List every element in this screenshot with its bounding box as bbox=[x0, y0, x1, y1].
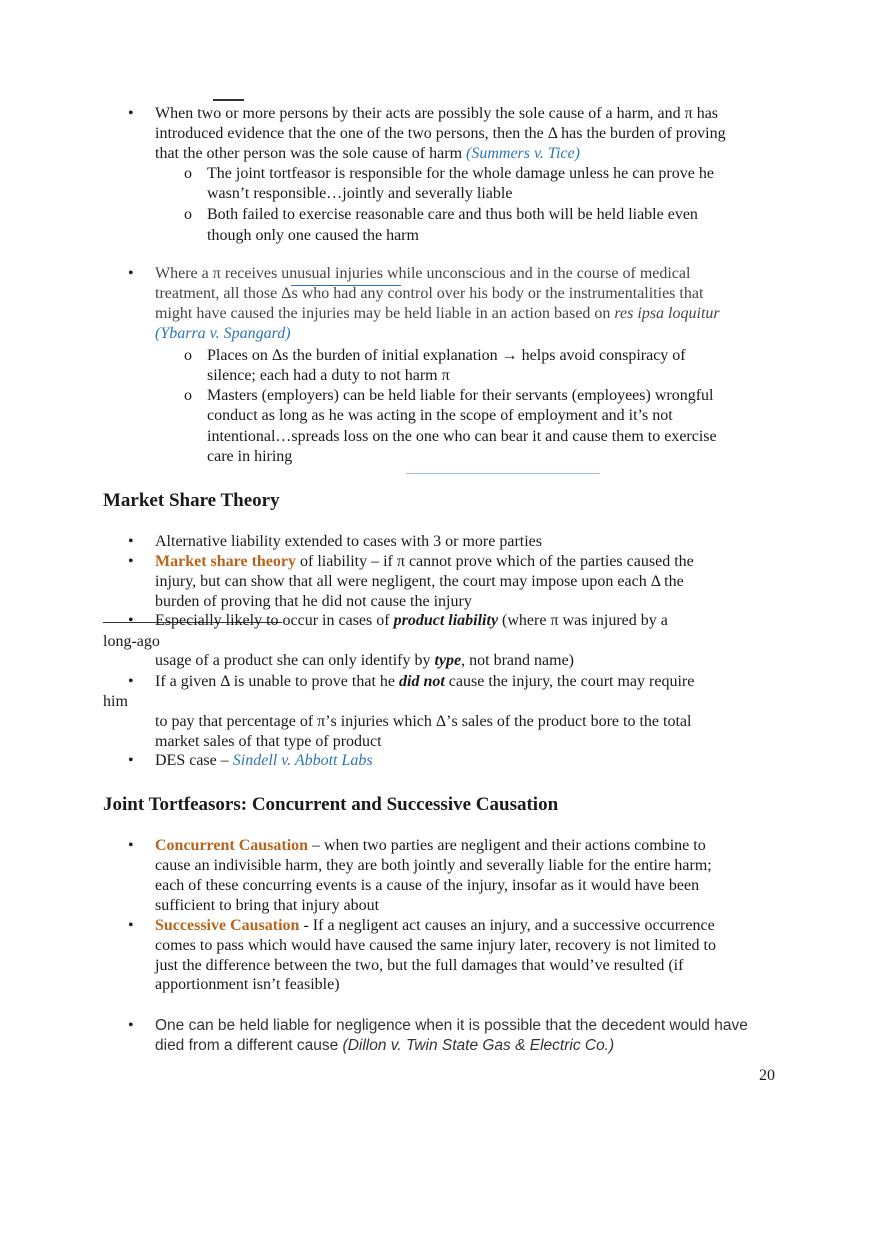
successive-line-2: comes to pass which would have caused the same injury later, recovery is not limited to bbox=[155, 937, 716, 954]
light-blue-rule bbox=[406, 473, 600, 474]
product-liability-term: product liability bbox=[393, 612, 499, 629]
concurrent-line-1 bbox=[155, 836, 706, 856]
market-share-heading: Market Share Theory bbox=[103, 490, 280, 511]
bullet-dot: • bbox=[128, 105, 134, 122]
sub-bullet-o: o bbox=[184, 206, 192, 223]
ybarra-line-3-text: might have caused the injuries may be held liable in an action based on bbox=[155, 305, 615, 322]
joint-tortfeasors-heading: Joint Tortfeasors: Concurrent and Successive Causation bbox=[103, 794, 559, 815]
sub-bullet-o: o bbox=[184, 347, 192, 364]
summers-sub1-line-2: wasn’t responsible…jointly and severally liable bbox=[207, 185, 513, 202]
ybarra-sub2-line-2: conduct as long as he was acting in the scope of employment and it’s not bbox=[207, 407, 673, 424]
market-bullet-2-line-1 bbox=[155, 552, 694, 572]
ybarra-sub1-line-1: Places on Δs the burden of initial explanation → helps avoid conspiracy of bbox=[207, 347, 686, 364]
market-bullet-4-line-3: market sales of that type of product bbox=[155, 733, 382, 750]
ybarra-line-1: Where a π receives unusual injuries while unconscious and in the course of medical bbox=[155, 265, 691, 282]
summers-line-3-text: that the other person was the sole cause of harm bbox=[155, 145, 467, 162]
did-not-term: did not bbox=[399, 673, 445, 690]
bullet-dot: • bbox=[128, 752, 134, 769]
market-bullet-4-text: If a given Δ is unable to prove that he bbox=[155, 673, 399, 690]
successive-line-1 bbox=[155, 916, 715, 936]
ybarra-sub2-line-4: care in hiring bbox=[207, 448, 293, 465]
market-bullet-4-line-2: to pay that percentage of π’s injuries which Δ’s sales of the product bore to the total bbox=[155, 713, 692, 730]
market-bullet-5 bbox=[155, 751, 373, 771]
market-bullet-4-line-1 bbox=[155, 672, 694, 692]
dillon-citation: (Dillon v. Twin State Gas & Electric Co.) bbox=[342, 1037, 615, 1054]
concurrent-line-3: each of these concurring events is a cause of the injury, insofar as it would have been bbox=[155, 877, 700, 894]
bullet-dot: • bbox=[128, 917, 134, 934]
market-bullet-3-wrap: long-ago bbox=[103, 633, 160, 650]
summers-line-2: introduced evidence that the one of the two persons, then the Δ has the burden of proving bbox=[155, 125, 726, 142]
concurrent-causation-term: Concurrent Causation bbox=[155, 837, 309, 854]
market-bullet-2-text: of liability – if π cannot prove which of the parties caused the bbox=[296, 553, 694, 570]
bullet-dot: • bbox=[128, 553, 134, 570]
market-bullet-3-line-2-text: usage of a product she can only identify by bbox=[155, 652, 435, 669]
successive-causation-term: Successive Causation bbox=[155, 917, 300, 934]
ybarra-line-2: treatment, all those Δs who had any control over his body or the instrumentalities that bbox=[155, 285, 704, 302]
bullet-dot: • bbox=[128, 533, 134, 550]
successive-line-3: just the difference between the two, but the full damages that would’ve resulted (if bbox=[155, 957, 684, 974]
concurrent-line-2: cause an indivisible harm, they are both jointly and severally liable for the entire harm; bbox=[155, 857, 712, 874]
market-bullet-3-line-2-post: , not brand name) bbox=[461, 652, 574, 669]
des-case-text: DES case – bbox=[155, 752, 233, 769]
ybarra-sub2-line-3: intentional…spreads loss on the one who can bear it and cause them to exercise bbox=[207, 428, 717, 445]
top-rule bbox=[213, 99, 244, 101]
summers-sub2-line-2: though only one caused the harm bbox=[207, 227, 419, 244]
summers-line-1: When two or more persons by their acts are possibly the sole cause of a harm, and π has bbox=[155, 105, 719, 122]
bullet-dot: • bbox=[128, 265, 134, 282]
dillon-line-2 bbox=[155, 1036, 614, 1056]
market-bullet-4-wrap: him bbox=[103, 693, 128, 710]
page-number: 20 bbox=[759, 1067, 775, 1084]
market-bullet-2-line-2: injury, but can show that all were negligent, the court may impose upon each Δ the bbox=[155, 573, 684, 590]
market-bullet-3-line-1 bbox=[155, 611, 668, 631]
concurrent-line-1-text: – when two parties are negligent and their actions combine to bbox=[308, 837, 706, 854]
market-share-term: Market share theory bbox=[155, 553, 296, 570]
successive-line-4: apportionment isn’t feasible) bbox=[155, 976, 340, 993]
dillon-line-2-text: died from a different cause bbox=[155, 1037, 343, 1054]
bullet-dot: • bbox=[128, 612, 134, 629]
bullet-dot: • bbox=[128, 673, 134, 690]
market-bullet-2-line-3: burden of proving that he did not cause the injury bbox=[155, 593, 472, 610]
ybarra-line-3 bbox=[155, 304, 720, 324]
successive-line-1-text: - If a negligent act causes an injury, and a successive occurrence bbox=[299, 917, 715, 934]
dillon-line-1: One can be held liable for negligence when it is possible that the decedent would have bbox=[155, 1017, 748, 1034]
summers-citation: (Summers v. Tice) bbox=[466, 145, 580, 162]
sub-bullet-o: o bbox=[184, 387, 192, 404]
summers-sub2-line-1: Both failed to exercise reasonable care and thus both will be held liable even bbox=[207, 206, 698, 223]
ybarra-sub2-line-1: Masters (employers) can be held liable for their servants (employees) wrongful bbox=[207, 387, 714, 404]
type-term: type bbox=[434, 652, 462, 669]
market-bullet-4-post: cause the injury, the court may require bbox=[444, 673, 695, 690]
market-bullet-3-line-2 bbox=[155, 651, 574, 671]
market-bullet-3-text: Especially likely to occur in cases of bbox=[155, 612, 394, 629]
ybarra-citation: (Ybarra v. Spangard) bbox=[155, 325, 291, 342]
concurrent-line-4: sufficient to bring that injury about bbox=[155, 897, 380, 914]
summers-line-3 bbox=[155, 144, 580, 164]
res-ipsa-term: res ipsa loquitur bbox=[614, 305, 720, 322]
sub-bullet-o: o bbox=[184, 165, 192, 182]
bullet-dot: • bbox=[128, 837, 134, 854]
summers-sub1-line-1: The joint tortfeasor is responsible for the whole damage unless he can prove he bbox=[207, 165, 714, 182]
market-bullet-1: Alternative liability extended to cases with 3 or more parties bbox=[155, 533, 542, 550]
market-bullet-3-post: (where π was injured by a bbox=[498, 612, 668, 629]
sindell-citation: Sindell v. Abbott Labs bbox=[232, 752, 373, 769]
bullet-dot: • bbox=[128, 1017, 134, 1034]
ybarra-sub1-line-2: silence; each had a duty to not harm π bbox=[207, 367, 450, 384]
